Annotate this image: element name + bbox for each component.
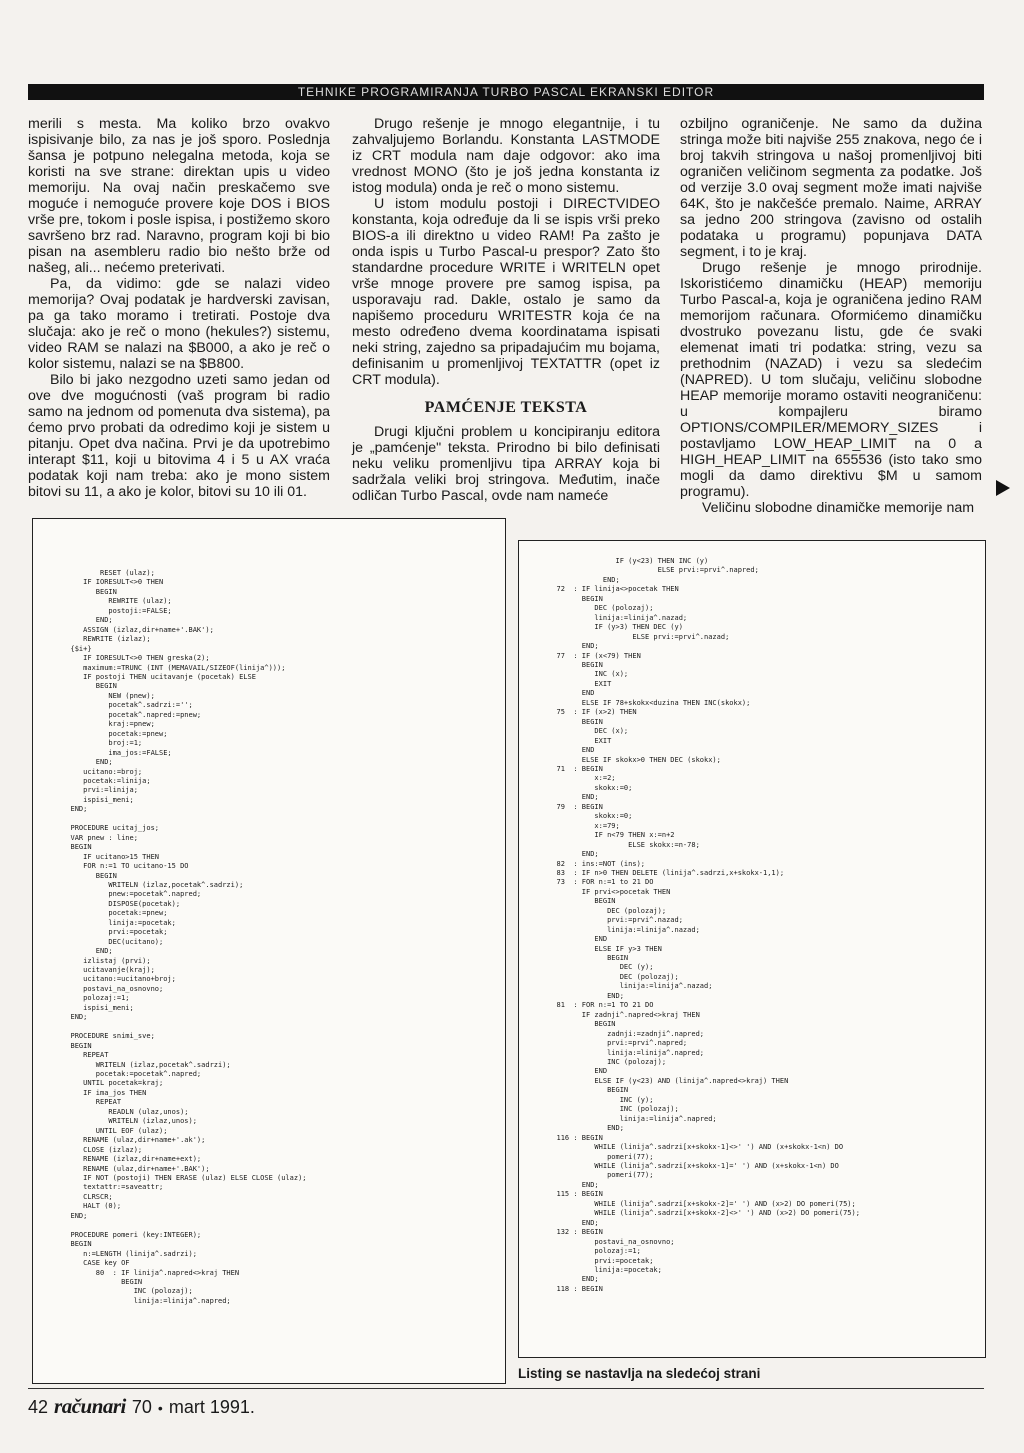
paragraph: ozbiljno ograničenje. Ne samo da dužina stringa može biti najviše 255 znakova, nego će i broj takvih stringova u našoj promenljivoj biti ograničen veličinom segmenta za podatke. Još od verzije 3.0 ovaj segment može imati najviše 64K, što je nakčešće premalo. Naime, ARRAY sa jedno 200 stringova (zavisno od ostalih podataka u programu) popunjava DATA segment, i to je kraj.: [680, 116, 982, 260]
text-column-1: [28, 116, 330, 500]
paragraph: Pa, da vidimo: gde se nalazi video memorija? Ovaj podatak je hardverski zavisan, pa ga tako moramo i tretirati. Postoje dva slučaja: ako je reč o mono (hekules?) sistemu, video RAM se nalazi na $B000, a ako je reč o kolor sistemu, nalazi se na $B800.: [28, 276, 330, 372]
paragraph: Drugo rešenje je mnogo elegantnije, i tu zahvaljujemo Borlandu. Konstanta LASTMODE iz CRT modula nam daje odgovor: ako ima vrednost MONO (što je još jedna konstanta iz istog modula) onda je reč o mono sistemu.: [352, 116, 660, 196]
page-number: 42: [28, 1397, 49, 1417]
paragraph: U istom modulu postoji i DIRECTVIDEO konstanta, koja određuje da li se ispis vrši preko BIOS-a ili direktno u video RAM! Pa zašto je onda ispis u Turbo Pascal-u prespor? Zato što standardne procedure WRITE i WRITELN opet vrše mnoge provere pre samog ispisa, pa usporavaju rad. Dakle, ostalo je samo da napišemo proceduru WRITESTR koja će na mesto određeno dvema koordinatama ispisati neki string, zajedno sa pripadajućim mu bojama, definisanim u promenljivoj TEXTATTR (opet iz CRT modula).: [352, 196, 660, 388]
listing-continuation-note: Listing se nastavlja na sledećoj strani: [518, 1366, 761, 1381]
issue-date: mart 1991.: [168, 1397, 255, 1417]
code-listing-right: [518, 540, 986, 1358]
issue-number: 70: [131, 1397, 152, 1417]
text-column-2: [352, 116, 660, 504]
subheading: PAMĆENJE TEKSTA: [424, 399, 588, 416]
continue-arrow-icon: [996, 480, 1010, 496]
text-column-3: [680, 116, 982, 516]
footer-divider: [28, 1388, 984, 1389]
section-header: TEHNIKE PROGRAMIRANJA TURBO PASCAL EKRANSKI EDITOR: [28, 84, 984, 100]
page-footer: [28, 1394, 255, 1419]
code-text: RESET (ulaz); IF IORESULT<>0 THEN BEGIN REWRITE (ulaz); postoji:=FALSE; END; ASSIGN (izlaz,dir+name+'.BAK'); REWRITE (izlaz); {$i+} IF IORESULT<>0 THEN greska(2); maximum:=TRUNC (INT (MEMAVAIL/SIZEOF(linija^))); IF postoji THEN ucitavanje (pocetak) ELSE BEGIN NEW (pnew); pocetak^.sadrzi:=''; pocetak^.napred:=pnew; kraj:=pnew; pocetak:=pnew; broj:=1; ima_jos:=FALSE; END; ucitano:=broj; pocetak:=linija; prvi:=linija; ispisi_meni; END; PROCEDURE ucitaj_jos; VAR pnew : line; BEGIN IF ucitano>15 THEN FOR n:=1 TO ucitano-15 DO BEGIN WRITELN (izlaz,pocetak^.sadrzi); pnew:=pocetak^.napred; DISPOSE(pocetak); pocetak:=pnew; linija:=pocetak; prvi:=pocetak; DEC(ucitano); END; izlistaj (prvi); ucitavanje(kraj); ucitano:=ucitano+broj; postavi_na_osnovno; polozaj:=1; ispisi_meni; END; PROCEDURE snimi_sve; BEGIN REPEAT WRITELN (izlaz,pocetak^.sadrzi); pocetak:=pocetak^.napred; UNTIL pocetak=kraj; IF ima_jos THEN REPEAT READLN (ulaz,unos); WRITELN (izlaz,unos); UNTIL EOF (ulaz); RENAME (ulaz,dir+name+'.ak'); CLOSE (izlaz); RENAME (izlaz,dir+name+ext); RENAME (ulaz,dir+name+'.BAK'); IF NOT (postoji) THEN ERASE (ulaz) ELSE CLOSE (ulaz); textattr:=saveattr; CLRSCR; HALT (0); END; PROCEDURE pomeri (key:INTEGER); BEGIN n:=LENGTH (linija^.sadrzi); CASE key OF 80 : IF linija^.napred<>kraj THEN BEGIN INC (polozaj); linija:=linija^.napred;: [70, 569, 307, 1305]
separator-dot: •: [157, 1400, 163, 1416]
paragraph: Drugo rešenje je mnogo prirodnije. Iskoristićemo dinamičku (HEAP) memoriju Turbo Pascal-a, koja je ograničena jedino RAM memorijom računara. Oformićemo dinamičku dvostruko povezanu listu, gde će svaki elemenat imati tri podatka: string, vezu sa prethodnim (NAZAD) i vezu sa sledećim (NAPRED). U tom slučaju, veličinu slobodne HEAP memorije moramo ostaviti neograničenu: u kompajleru biramo OPTIONS/COMPILER/MEMORY_SIZES i postavljamo LOW_HEAP_LIMIT na 0 a HIGH_HEAP_LIMIT na 655536 (isto tako smo mogli da damo direktivu $M u samom programu).: [680, 260, 982, 500]
paragraph: Drugi ključni problem u koncipiranju editora je „pamćenje" teksta. Prirodno bi bilo definisati neku veliku promenljivu tipa ARRAY koja bi sadržala veliki broj stringova. Međutim, inače odličan Turbo Pascal, ovde nam nameće: [352, 424, 660, 504]
code-text: IF (y<23) THEN INC (y) ELSE prvi:=prvi^.napred; END; 72 : IF linija<>pocetak THEN BEGIN DEC (polozaj); linija:=linija^.nazad; IF (y>3) THEN DEC (y) ELSE prvi:=prvi^.nazad; END; 77 : IF (x<79) THEN BEGIN INC (x); EXIT END ELSE IF 78+skokx<duzina THEN INC(skokx); 75 : IF (x>2) THEN BEGIN DEC (x); EXIT END ELSE IF skokx>0 THEN DEC (skokx); 71 : BEGIN x:=2; skokx:=0; END; 79 : BEGIN skokx:=0; x:=79; IF n<79 THEN x:=n+2 ELSE skokx:=n-78; END; 82 : ins:=NOT (ins); 83 : IF n>0 THEN DELETE (linija^.sadrzi,x+skokx-1,1); 73 : FOR n:=1 to 21 DO IF prvi<>pocetak THEN BEGIN DEC (polozaj); prvi:=prvi^.nazad; linija:=linija^.nazad; END ELSE IF y>3 THEN BEGIN DEC (y); DEC (polozaj); linija:=linija^.nazad; END; 81 : FOR n:=1 TO 21 DO IF zadnji^.napred<>kraj THEN BEGIN zadnji:=zadnji^.napred; prvi:=prvi^.napred; linija:=linija^.napred; INC (polozaj); END ELSE IF (y<23) AND (linija^.napred<>kraj) THEN BEGIN INC (y); INC (polozaj); linija:=linija^.napred; END; 116 : BEGIN WHILE (linija^.sadrzi[x+skokx-1]<>' ') AND (x+skokx-1<n) DO pomeri(77); WHILE (linija^.sadrzi[x+skokx-1]=' ') AND (x+skokx-1<n) DO pomeri(77); END; 115 : BEGIN WHILE (linija^.sadrzi[x+skokx-2]=' ') AND (x>2) DO pomeri(75); WHILE (linija^.sadrzi[x+skokx-2]<>' ') AND (x>2) DO pomeri(75); END; 132 : BEGIN postavi_na_osnovno; polozaj:=1; prvi:=pocetak; linija:=pocetak; END; 118 : BEGIN: [556, 557, 860, 1293]
paragraph: Bilo bi jako nezgodno uzeti samo jedan od ove dve mogućnosti (vaš program bi radio samo na jednom od pomenuta dva sistema), pa ćemo prvo probati da odredimo koji je sistem u pitanju. Opet dva načina. Prvi je da upotrebimo interapt $11, koji u bitovima 4 i 5 u AX vraća podatak koji nam treba: ako je mono sistem bitovi su 11, a ako je kolor, bitovi su 10 ili 01.: [28, 372, 330, 500]
paragraph: merili s mesta. Ma koliko brzo ovakvo ispisivanje bilo, za nas je još sporo. Poslednja šansa je potpuno nelegalna metoda, koja se koristi na sve strane: direktan upis u video memoriju. Na ovaj način preskačemo sve moguće i nemoguće provere koje DOS i BIOS vrše pre, tokom i posle ispisa, i postižemo skoro savršeno brz rad. Naravno, program koji bi bio pisan na asembleru radio bio nešto brže od našeg, ali... nećemo preterivati.: [28, 116, 330, 276]
magazine-logo: računari: [54, 1394, 126, 1418]
paragraph: Veličinu slobodne dinamičke memorije nam: [702, 500, 975, 516]
code-listing-left: [32, 518, 506, 1384]
